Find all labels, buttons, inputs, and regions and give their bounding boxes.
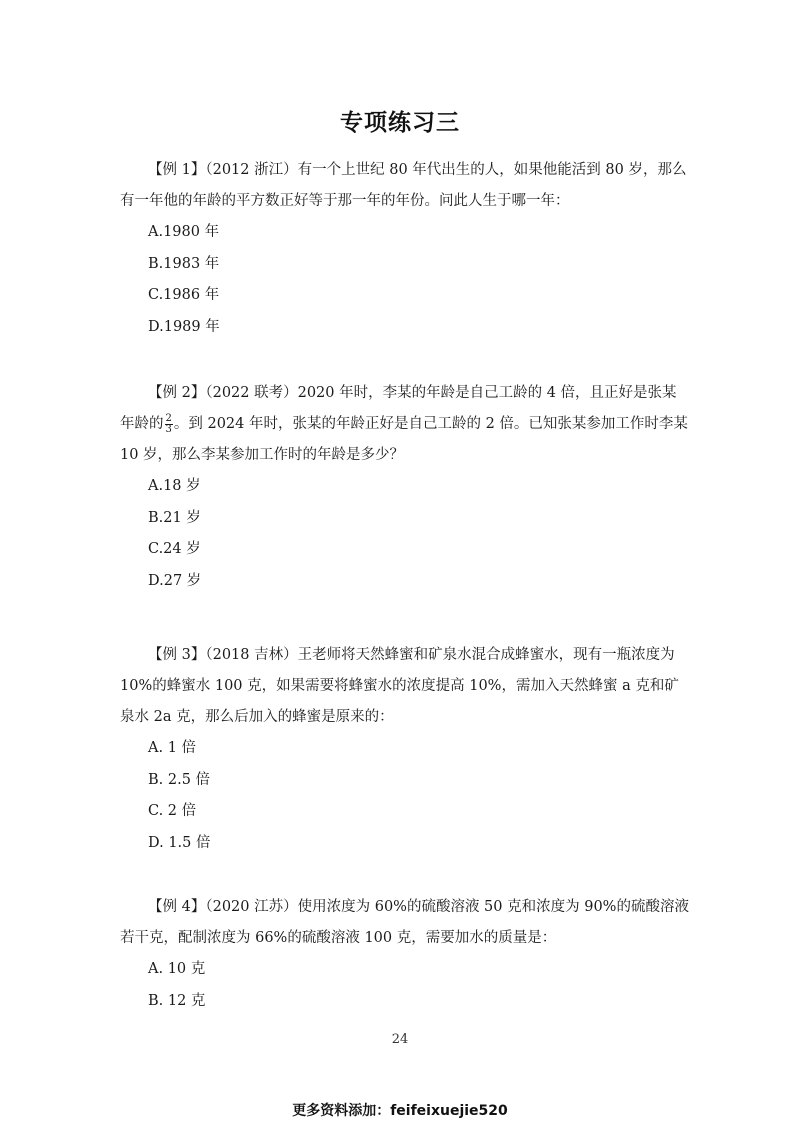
question-4 (120, 892, 690, 1017)
question-source: （2022 联考） (205, 385, 298, 401)
question-tag: 【例 4】 (148, 899, 206, 915)
option-a[interactable]: A.18 岁 (148, 478, 201, 494)
question-stem (120, 640, 690, 733)
question-3 (120, 640, 690, 859)
question-text: 有一个上世纪 80 年代出生的人，如果他能活到 80 岁，那么有一年他的年龄的平方数正好等于那一年的年份。问此人生于哪一年： (120, 162, 687, 209)
question-stem (120, 892, 690, 954)
question-stem (120, 155, 690, 217)
option-b[interactable]: B.1983 年 (148, 255, 220, 272)
question-1 (120, 155, 690, 343)
fraction-denominator: 3 (165, 423, 172, 435)
fraction (165, 414, 173, 435)
option-c[interactable]: C.1986 年 (148, 287, 220, 303)
question-tag: 【例 2】 (148, 385, 206, 401)
option-d[interactable]: D.27 岁 (148, 572, 202, 589)
question-text: 王老师将天然蜂蜜和矿泉水混合成蜂蜜水，现有一瓶浓度为 10%的蜂蜜水 100 克，如果需要将蜂蜜水的浓度提高 10%，需加入天然蜂蜜 a 克和矿泉水 2a 克，那么后加入的蜂蜜是原来的： (120, 647, 679, 725)
option-d[interactable]: D. 1.5 倍 (148, 834, 211, 851)
question-source: （2020 江苏） (205, 899, 298, 915)
question-text-after: 。到 2024 年时，张某的年龄正好是自己工龄的 2 倍。已知张某参加工作时李某 10 岁，那么李某参加工作时的年龄是多少？ (120, 416, 688, 463)
question-source: （2012 浙江） (205, 162, 298, 178)
question-2 (120, 378, 690, 597)
options-list (120, 954, 690, 1017)
option-d[interactable]: D.1989 年 (148, 318, 220, 335)
fraction-numerator: 2 (165, 412, 172, 424)
option-a[interactable]: A. 1 倍 (148, 740, 197, 756)
options-list (120, 733, 690, 859)
question-source: （2018 吉林） (205, 647, 298, 663)
option-c[interactable]: C. 2 倍 (148, 803, 197, 819)
question-text: 使用浓度为 60%的硫酸溶液 50 克和浓度为 90%的硫酸溶液若干克，配制浓度为 66%的硫酸溶液 100 克，需要加水的质量是： (120, 899, 689, 946)
option-b[interactable]: B. 12 克 (148, 992, 206, 1009)
question-text-before: 2020 年时，李某的年龄是自己工龄的 4 倍，且正好是张某年龄的 (120, 385, 677, 432)
page-title: 专项练习三 (340, 110, 460, 136)
option-a[interactable]: A. 10 克 (148, 961, 206, 977)
option-b[interactable]: B. 2.5 倍 (148, 771, 211, 788)
options-list (120, 217, 690, 343)
question-stem (120, 378, 690, 471)
option-c[interactable]: C.24 岁 (148, 541, 201, 557)
question-tag: 【例 1】 (148, 162, 206, 178)
footer-note: 更多资料添加：feifeixuejie520 (292, 1103, 508, 1119)
page-number: 24 (391, 1032, 409, 1047)
option-a[interactable]: A.1980 年 (148, 224, 220, 240)
option-b[interactable]: B.21 岁 (148, 509, 201, 526)
question-tag: 【例 3】 (148, 647, 206, 663)
options-list (120, 471, 690, 597)
